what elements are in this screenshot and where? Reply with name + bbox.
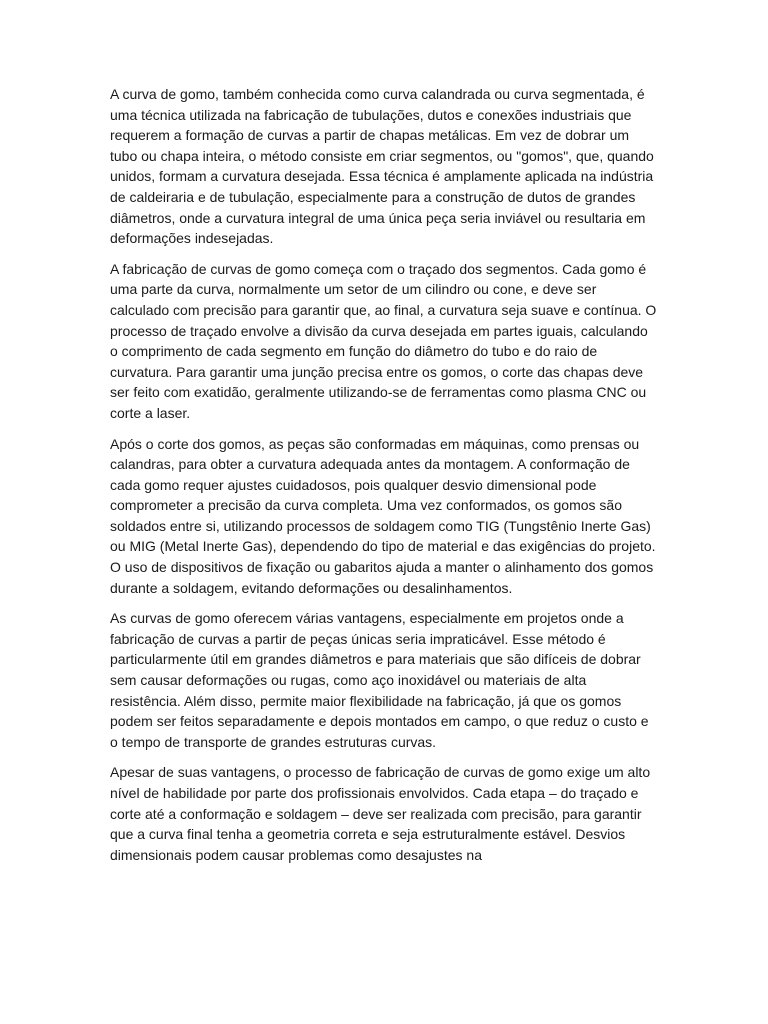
paragraph-forming-welding: Após o corte dos gomos, as peças são conformadas em máquinas, como prensas ou calandras, para obter a curvatura adequada antes da montagem. A conformação de cada gomo requer ajustes cuidadosos, pois qualquer desvio dimensional pode comprometer a precisão da curva completa. Uma vez conformados, os gomos são soldados entre si, utilizando processos de soldagem como TIG (Tungstênio Inerte Gas) ou MIG (Metal Inerte Gas), dependendo do tipo de material e das exigências do projeto. O uso de dispositivos de fixação ou gabaritos ajuda a manter o alinhamento dos gomos durante a soldagem, evitando deformações ou desalinhamentos.: [110, 435, 656, 596]
paragraph-tracing: A fabricação de curvas de gomo começa com o traçado dos segmentos. Cada gomo é uma parte da curva, normalmente um setor de um cilindro ou cone, e deve ser calculado com precisão para garantir que, ao final, a curvatura seja suave e contínua. O processo de traçado envolve a divisão da curva desejada em partes iguais, calculando o comprimento de cada segmento em função do diâmetro do tubo e do raio de curvatura. Para garantir uma junção precisa entre os gomos, o corte das chapas deve ser feito com exatidão, geralmente utilizando-se de ferramentas como plasma CNC ou corte a laser.: [110, 260, 657, 421]
document-body: [110, 84, 658, 875]
paragraph-intro: A curva de gomo, também conhecida como curva calandrada ou curva segmentada, é uma técnica utilizada na fabricação de tubulações, dutos e conexões industriais que requerem a formação de curvas a partir de chapas metálicas. Em vez de dobrar um tubo ou chapa inteira, o método consiste em criar segmentos, ou "gomos", que, quando unidos, formam a curvatura desejada. Essa técnica é amplamente aplicada na indústria de caldeiraria e de tubulação, especialmente para a construção de dutos de grandes diâmetros, onde a curvatura integral de uma única peça seria inviável ou resultaria em deformações indesejadas.: [110, 86, 654, 247]
paragraph-advantages: As curvas de gomo oferecem várias vantagens, especialmente em projetos onde a fabricação de curvas a partir de peças únicas seria impraticável. Esse método é particularmente útil em grandes diâmetros e para materiais que são difíceis de dobrar sem causar deformações ou rugas, como aço inoxidável ou materiais de alta resistência. Além disso, permite maior flexibilidade na fabricação, já que os gomos podem ser feitos separadamente e depois montados em campo, o que reduz o custo e o tempo de transporte de grandes estruturas curvas.: [110, 610, 649, 750]
paragraph-challenges: Apesar de suas vantagens, o processo de fabricação de curvas de gomo exige um alto nível de habilidade por parte dos profissionais envolvidos. Cada etapa – do traçado e corte até a conformação e soldagem – deve ser realizada com precisão, para garantir que a curva final tenha a geometria correta e seja estruturalmente estável. Desvios dimensionais podem causar problemas como desajustes na: [110, 764, 651, 863]
